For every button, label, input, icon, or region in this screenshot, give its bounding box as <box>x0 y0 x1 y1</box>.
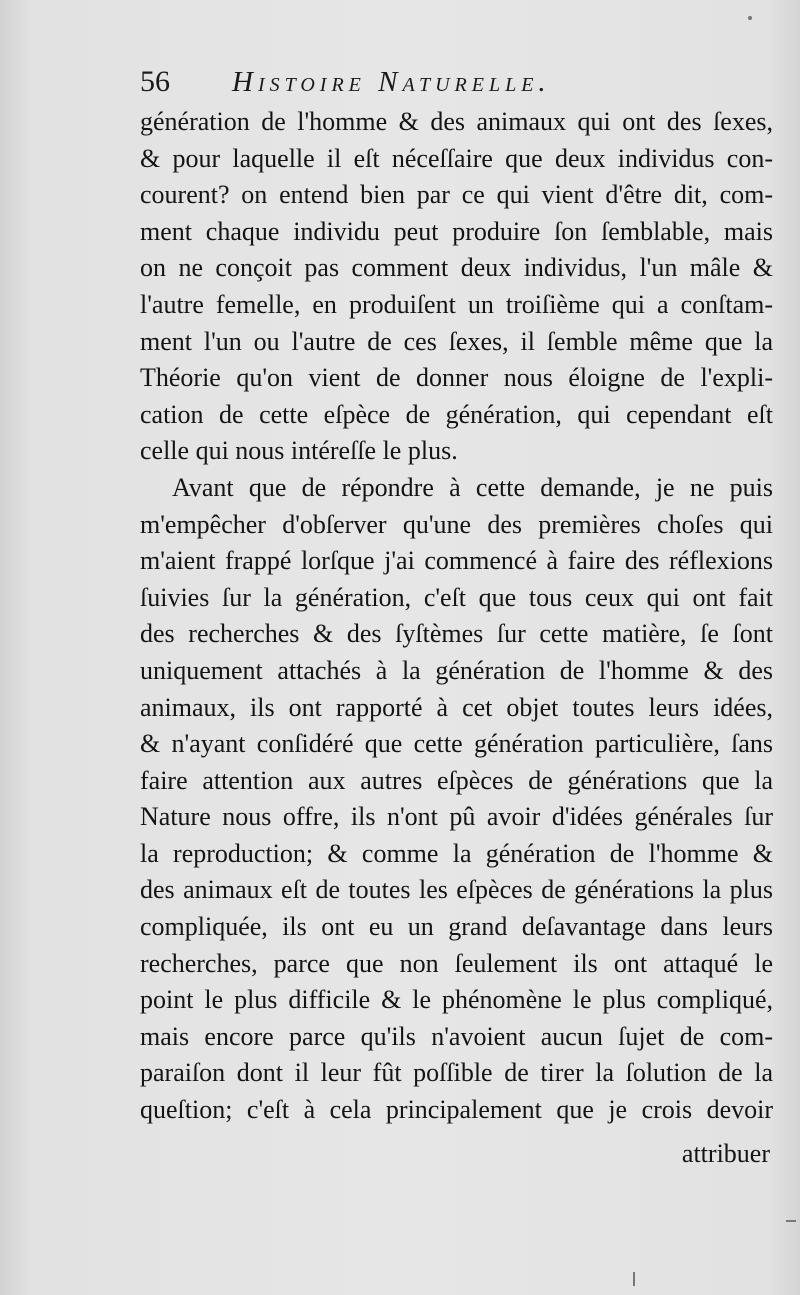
text-line: & pour laquelle il eſt néceſſaire que deux individus con- <box>140 143 773 173</box>
text-line: Avant que de répondre à cette demande, je ne puis <box>172 472 773 502</box>
text-line: m'empêcher d'obſerver qu'une des premières choſes qui <box>140 509 773 539</box>
text-line: ment chaque individu peut produire ſon ſemblable, mais <box>140 216 773 246</box>
text-line: queſtion; c'eſt à cela principalement que je crois devoir <box>140 1095 773 1125</box>
text-line: génération de l'homme & des animaux qui ont des ſexes, <box>140 107 773 136</box>
text-line: ſuivies ſur la génération, c'eſt que tous ceux qui ont fait <box>140 582 773 612</box>
text-line: paraiſon dont il leur fût poſſible de tirer la ſolution de la <box>140 1058 773 1088</box>
text-line: ment l'un ou l'autre de ces ſexes, il ſemble même que la <box>140 326 773 356</box>
text-line: & n'ayant conſidéré que cette génération particulière, ſans <box>140 729 773 759</box>
text-line: uniquement attachés à la génération de l'homme & des <box>140 655 773 685</box>
page-speck <box>786 1220 796 1222</box>
paragraph-2 <box>140 470 773 1129</box>
text-line: on ne conçoit pas comment deux individus, l'un mâle & <box>140 253 773 283</box>
page-header <box>140 62 680 102</box>
text-line: la reproduction; & comme la génération de l'homme & <box>140 838 773 868</box>
text-line: m'aient frappé lorſque j'ai commencé à faire des réflexions <box>140 546 773 576</box>
text-line: recherches, parce que non ſeulement ils ont attaqué le <box>140 948 773 978</box>
page-speck <box>748 16 752 20</box>
text-line: Théorie qu'on vient de donner nous éloigne de l'expli- <box>140 363 773 393</box>
text-line: des recherches & des ſyſtèmes ſur cette matière, ſe ſont <box>140 619 773 649</box>
page-number: 56 <box>140 65 170 98</box>
text-line: compliquée, ils ont eu un grand deſavantage dans leurs <box>140 912 773 942</box>
page-speck <box>633 1272 635 1286</box>
catchword: attribuer <box>681 1139 770 1168</box>
body-text <box>140 104 773 1129</box>
running-title: Histoire Naturelle. <box>232 66 551 98</box>
text-line: mais encore parce qu'ils n'avoient aucun ſujet de com- <box>140 1021 773 1051</box>
paragraph-1 <box>140 104 773 470</box>
text-line: faire attention aux autres eſpèces de générations que la <box>140 765 773 795</box>
text-line: des animaux eſt de toutes les eſpèces de générations la plus <box>140 875 773 905</box>
text-line: Nature nous offre, ils n'ont pû avoir d'idées générales ſur <box>140 802 773 832</box>
text-line: courent? on entend bien par ce qui vient d'être dit, com- <box>140 180 773 210</box>
text-line: point le plus difficile & le phénomène le plus compliqué, <box>140 985 773 1015</box>
text-line: celle qui nous intéreſſe le plus. <box>140 436 458 466</box>
text-line: cation de cette eſpèce de génération, qui cependant eſt <box>140 399 773 429</box>
text-line: l'autre femelle, en produiſent un troiſième qui a conſtam- <box>140 289 773 319</box>
text-line: animaux, ils ont rapporté à cet objet toutes leurs idées, <box>140 692 773 722</box>
